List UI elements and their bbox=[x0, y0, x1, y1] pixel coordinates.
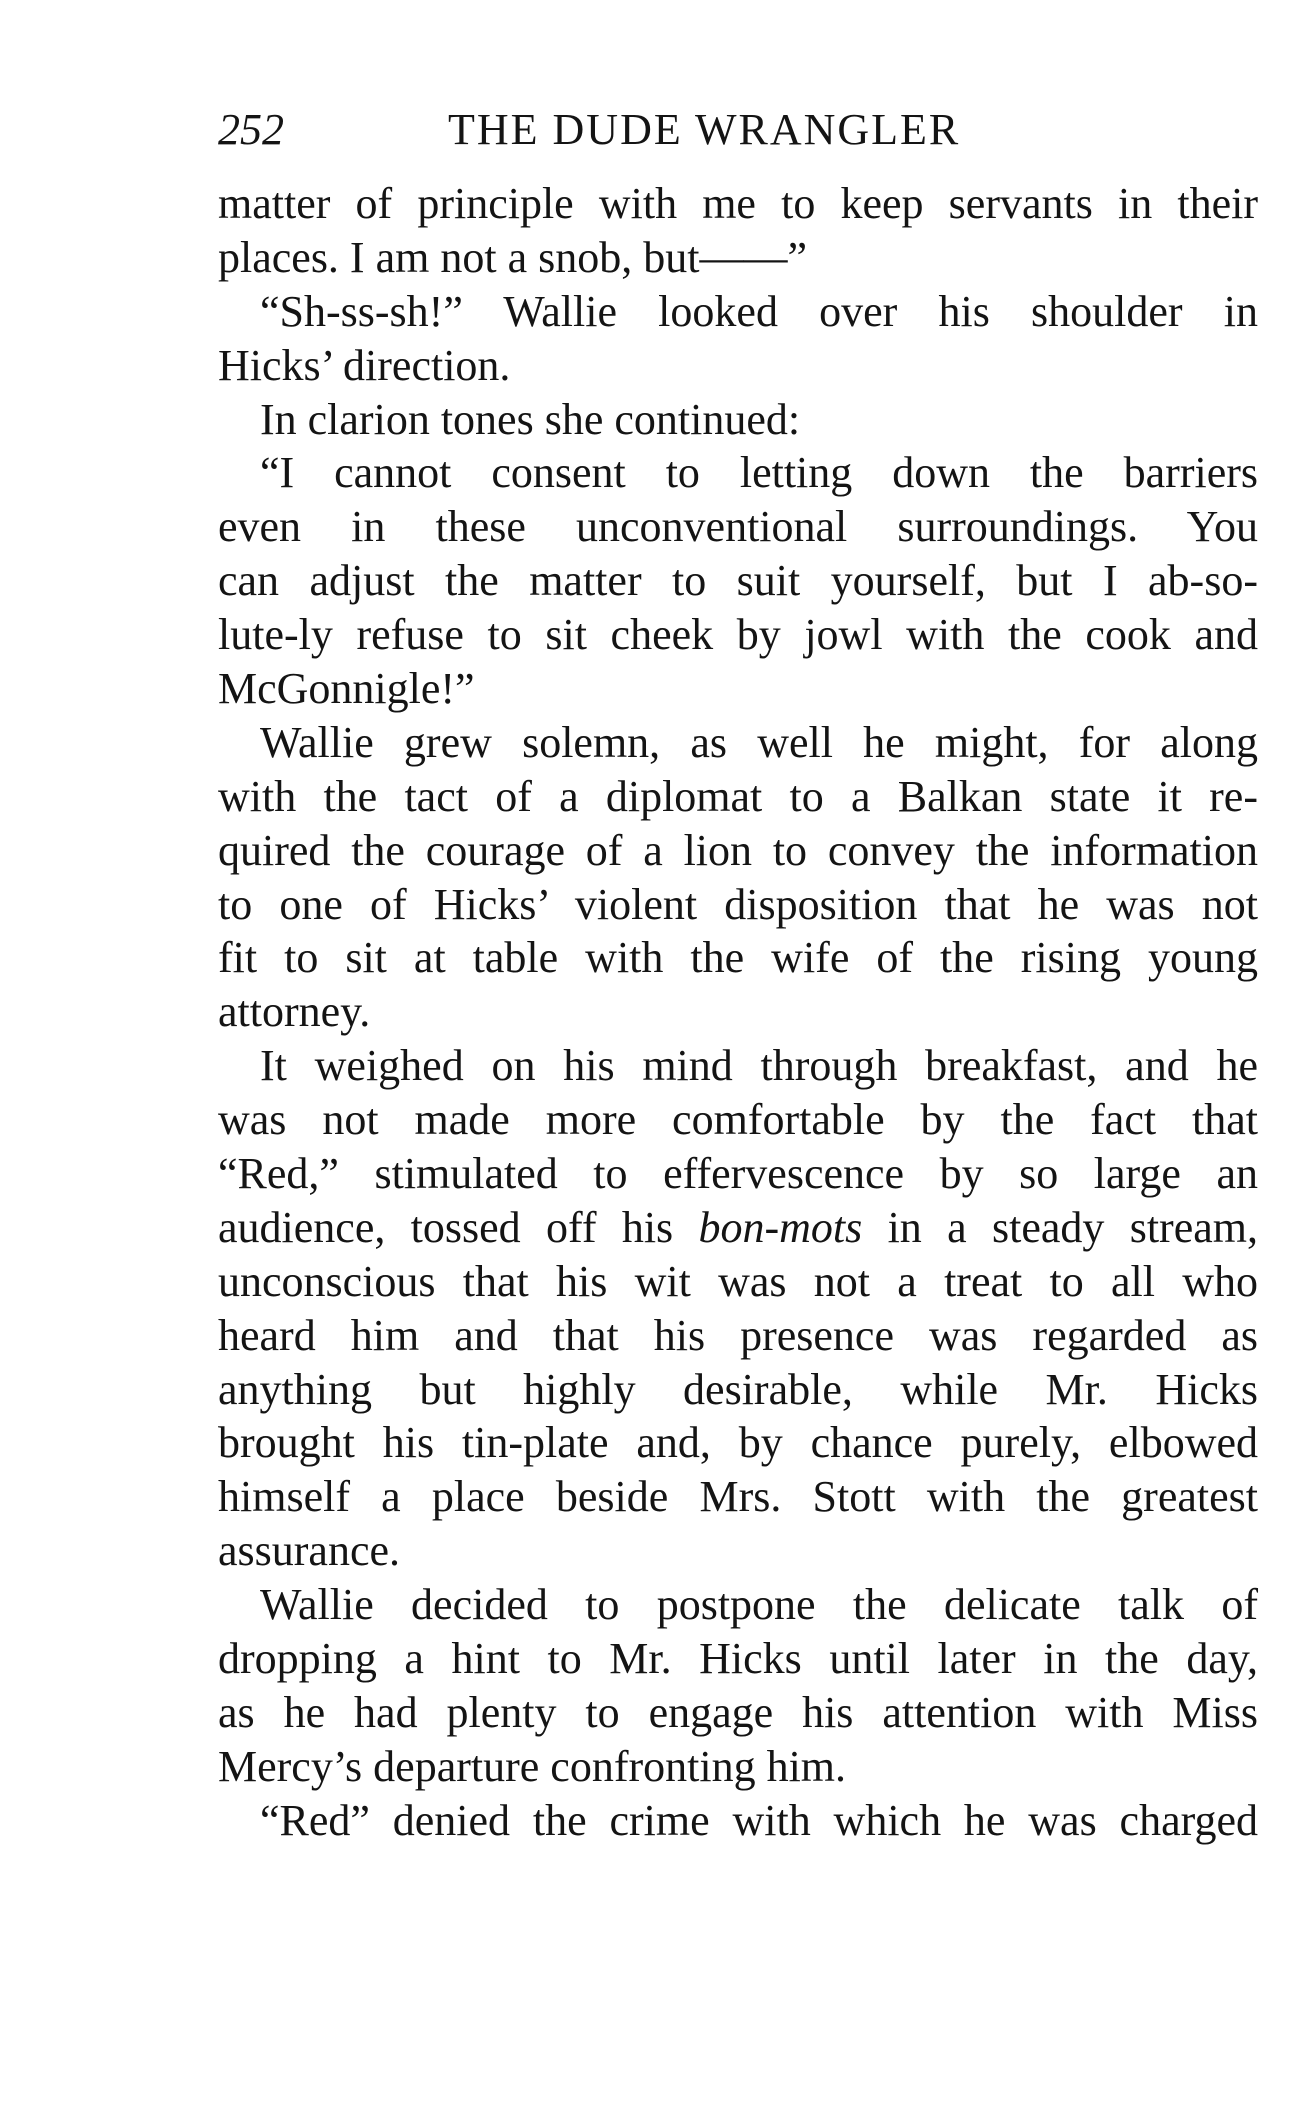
page-number: 252 bbox=[218, 105, 284, 154]
text-line: matter of principle with me to keep servants in their bbox=[218, 179, 1258, 228]
page-header bbox=[218, 100, 1258, 160]
text-line: Hicks’ direction. bbox=[218, 340, 511, 390]
text-line: himself a place beside Mrs. Stott with the greatest bbox=[218, 1472, 1258, 1522]
text-line: was not made more comfortable by the fact that bbox=[218, 1095, 1258, 1145]
text-line: It weighed on his mind through breakfast, and he bbox=[260, 1041, 1258, 1091]
text-line: to one of Hicks’ violent disposition that he was not bbox=[218, 879, 1258, 929]
text-line: “I cannot consent to letting down the barriers bbox=[260, 448, 1258, 498]
text-line: In clarion tones she continued: bbox=[260, 394, 801, 444]
text-line-italic bbox=[218, 1201, 1258, 1255]
text-line: anything but highly desirable, while Mr. Hicks bbox=[218, 1364, 1258, 1414]
text-line: as he had plenty to engage his attention with Miss bbox=[218, 1687, 1258, 1737]
running-head: THE DUDE WRANGLER bbox=[448, 105, 961, 154]
body-text bbox=[218, 177, 1258, 1848]
text-line: “Red,” stimulated to effervescence by so large an bbox=[218, 1149, 1258, 1199]
text-line: fit to sit at table with the wife of the rising young bbox=[218, 933, 1258, 983]
text-line: dropping a hint to Mr. Hicks until later in the day, bbox=[218, 1634, 1258, 1684]
text-line: even in these unconventional surroundings. You bbox=[218, 502, 1258, 552]
text-run: in a steady stream, bbox=[862, 1202, 1258, 1252]
italic-term: bon-mots bbox=[698, 1202, 863, 1252]
text-line: assurance. bbox=[218, 1526, 401, 1576]
text-line: heard him and that his presence was regarded as bbox=[218, 1310, 1258, 1360]
text-line: Mercy’s departure confronting him. bbox=[218, 1741, 847, 1791]
text-line: McGonnigle!” bbox=[218, 664, 475, 714]
text-line: places. I am not a snob, but——” bbox=[218, 232, 807, 282]
text-line: quired the courage of a lion to convey the information bbox=[218, 825, 1258, 875]
text-line: “Red” denied the crime with which he was charged bbox=[260, 1795, 1258, 1845]
text-run: audience, tossed off his bbox=[218, 1202, 699, 1252]
text-line: brought his tin-plate and, by chance purely, elbowed bbox=[218, 1418, 1258, 1468]
text-line: with the tact of a diplomat to a Balkan state it re- bbox=[218, 771, 1258, 821]
text-line: “Sh-ss-sh!” Wallie looked over his shoulder in bbox=[260, 286, 1258, 336]
text-line: unconscious that his wit was not a treat to all who bbox=[218, 1256, 1258, 1306]
text-line: lute-ly refuse to sit cheek by jowl with the cook and bbox=[218, 610, 1258, 660]
text-line: Wallie grew solemn, as well he might, for along bbox=[260, 717, 1258, 767]
text-line: Wallie decided to postpone the delicate talk of bbox=[260, 1580, 1258, 1630]
text-line: attorney. bbox=[218, 987, 371, 1037]
text-line: can adjust the matter to suit yourself, but I ab-so- bbox=[218, 556, 1258, 606]
